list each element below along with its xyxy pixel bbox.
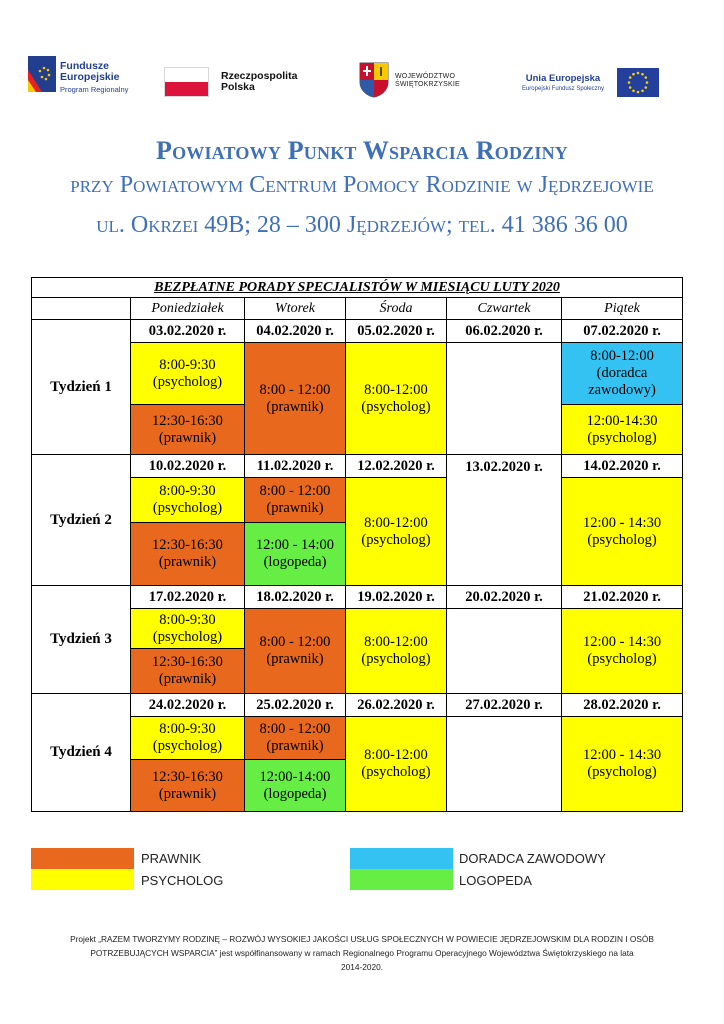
eu-flag-icon — [617, 68, 659, 97]
week-label: Tydzień 2 — [32, 455, 131, 586]
slot-prawnik: 12:30-16:30 (prawnik) — [131, 523, 245, 586]
sw-line2: ŚWIĘTOKRZYSKIE — [395, 81, 460, 88]
date-cell: 21.02.2020 r. — [562, 586, 683, 609]
slot-prawnik: 8:00 - 12:00 (prawnik) — [245, 717, 346, 760]
slot-logopeda: 12:00-14:00 (logopeda) — [245, 760, 346, 812]
slot-psycholog: 8:00-9:30 (psycholog) — [131, 609, 245, 649]
date-cell: 20.02.2020 r. — [447, 586, 562, 609]
rp-line2: Polska — [221, 81, 255, 93]
date-cell: 12.02.2020 r. — [346, 455, 447, 478]
legend-swatch-doradca — [350, 848, 453, 869]
slot-prawnik: 8:00 - 12:00 (prawnik) — [245, 478, 346, 523]
date-cell: 17.02.2020 r. — [131, 586, 245, 609]
sw-line1: WOJEWÓDZTWO — [395, 73, 456, 80]
corner-cell — [32, 298, 131, 320]
fundusze-line1: Fundusze — [60, 60, 109, 72]
day-header: Wtorek — [245, 298, 346, 320]
ue-line1: Unia Europejska — [525, 73, 601, 84]
logo-swietokrzyskie — [359, 62, 469, 98]
legend-label-doradca: DORADCA ZAWODOWY — [459, 851, 606, 866]
slot-prawnik: 12:30-16:30 (prawnik) — [131, 760, 245, 812]
logo-unia-europejska — [513, 68, 653, 98]
legend-label-prawnik: PRAWNIK — [141, 851, 202, 866]
ue-line2: Europejski Fundusz Społeczny — [521, 86, 605, 92]
slot-prawnik: 12:30-16:30 (prawnik) — [131, 405, 245, 455]
day-header: Środa — [346, 298, 447, 320]
slot-psycholog: 12:00-14:30 (psycholog) — [562, 405, 683, 455]
date-cell: 26.02.2020 r. — [346, 694, 447, 717]
empty-slot — [447, 609, 562, 694]
date-cell: 06.02.2020 r. — [447, 320, 562, 343]
day-header: Piątek — [562, 298, 683, 320]
slot-psycholog: 12:00 - 14:30 (psycholog) — [562, 717, 683, 812]
address-line: ul. Okrzei 49B; 28 – 300 Jędrzejów; tel. 41 386 36 00 — [96, 212, 628, 238]
page-subtitle: przy Powiatowym Centrum Pomocy Rodzinie w Jędrzejowie — [70, 172, 654, 198]
date-cell: 28.02.2020 r. — [562, 694, 683, 717]
week-label: Tydzień 4 — [32, 694, 131, 812]
date-cell: 11.02.2020 r. — [245, 455, 346, 478]
slot-psycholog: 12:00 - 14:30 (psycholog) — [562, 609, 683, 694]
slot-psycholog: 8:00-12:00 (psycholog) — [346, 609, 447, 694]
footer-line2: POTRZEBUJĄCYCH WSPARCIA” jest współfinansowany w ramach Regionalnego Programu Operacyjnego Województwa Świętokrzyskiego na lata — [90, 948, 634, 958]
polish-flag-icon — [164, 67, 209, 97]
logo-rzeczpospolita — [164, 64, 309, 100]
date-cell: 10.02.2020 r. — [131, 455, 245, 478]
logo-fundusze-europejskie — [28, 56, 163, 100]
slot-psycholog: 12:00 - 14:30 (psycholog) — [562, 478, 683, 586]
legend-swatch-logopeda — [350, 869, 453, 890]
slot-psycholog: 8:00-9:30 (psycholog) — [131, 717, 245, 760]
slot-logopeda: 12:00 - 14:00 (logopeda) — [245, 523, 346, 586]
date-cell: 27.02.2020 r. — [447, 694, 562, 717]
slot-psycholog: 8:00-9:30 (psycholog) — [131, 343, 245, 405]
slot-prawnik: 8:00 - 12:00 (prawnik) — [245, 609, 346, 694]
legend-label-logopeda: LOGOPEDA — [459, 873, 532, 888]
fundusze-line3: Program Regionalny — [60, 85, 129, 94]
date-cell: 05.02.2020 r. — [346, 320, 447, 343]
day-header: Czwartek — [447, 298, 562, 320]
week-label: Tydzień 3 — [32, 586, 131, 694]
date-cell: 24.02.2020 r. — [131, 694, 245, 717]
slot-prawnik: 8:00 - 12:00 (prawnik) — [245, 343, 346, 455]
slot-psycholog: 8:00-9:30 (psycholog) — [131, 478, 245, 523]
date-cell: 03.02.2020 r. — [131, 320, 245, 343]
footer-line1: Projekt „RAZEM TWORZYMY RODZINĘ – ROZWÓJ WYSOKIEJ JAKOŚCI USŁUG SPOŁECZNYCH W POWIECIE JĘDRZEJOWSKIM DLA RODZIN I OSÓB — [70, 934, 654, 944]
empty-slot — [447, 717, 562, 812]
legend-swatch-prawnik — [31, 848, 134, 869]
fundusze-line2: Europejskie — [60, 71, 120, 83]
slot-psycholog: 8:00-12:00 (psycholog) — [346, 478, 447, 586]
table-title: BEZPŁATNE PORADY SPECJALISTÓW W MIESIĄCU LUTY 2020 — [32, 278, 683, 298]
coat-of-arms-icon — [359, 62, 389, 98]
legend-swatch-psycholog — [31, 869, 134, 890]
project-footer — [32, 932, 692, 974]
footer-line3: 2014-2020. — [341, 962, 383, 972]
date-cell: 14.02.2020 r. — [562, 455, 683, 478]
week-label: Tydzień 1 — [32, 320, 131, 455]
date-cell: 07.02.2020 r. — [562, 320, 683, 343]
slot-psycholog: 8:00-12:00 (psycholog) — [346, 717, 447, 812]
slot-psycholog: 8:00-12:00 (psycholog) — [346, 343, 447, 455]
date-cell: 25.02.2020 r. — [245, 694, 346, 717]
slot-doradca-zawodowy: 8:00-12:00 (doradca zawodowy) — [562, 343, 683, 405]
schedule-table — [31, 277, 683, 812]
rp-line1: Rzeczpospolita — [221, 70, 298, 82]
legend-label-psycholog: PSYCHOLOG — [141, 873, 224, 888]
date-cell: 18.02.2020 r. — [245, 586, 346, 609]
date-cell: 13.02.2020 r. — [447, 455, 562, 586]
fundusze-europejskie-icon — [28, 56, 56, 92]
empty-slot — [447, 343, 562, 455]
slot-prawnik: 12:30-16:30 (prawnik) — [131, 649, 245, 694]
day-header: Poniedziałek — [131, 298, 245, 320]
date-cell: 04.02.2020 r. — [245, 320, 346, 343]
date-cell: 19.02.2020 r. — [346, 586, 447, 609]
page-title: Powiatowy Punkt Wsparcia Rodziny — [155, 136, 568, 165]
